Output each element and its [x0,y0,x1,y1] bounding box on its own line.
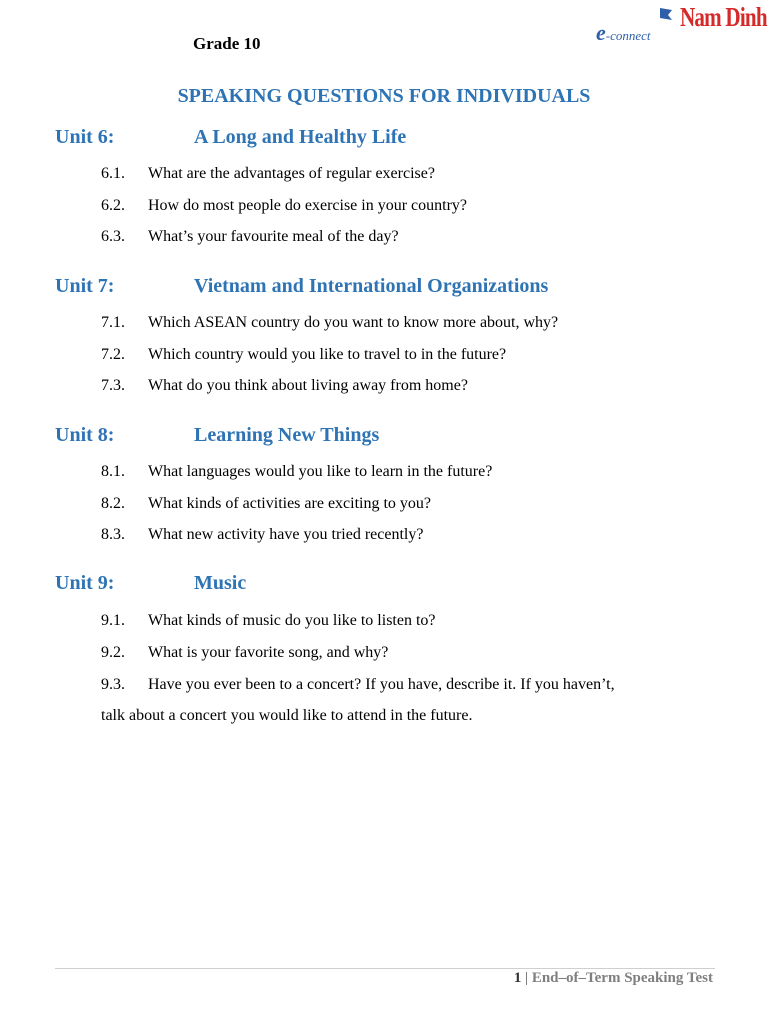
question-item [101,197,467,215]
question-number: 7.1. [101,314,125,331]
question-number: 9.2. [101,644,125,661]
page-title: SPEAKING QUESTIONS FOR INDIVIDUALS [177,85,591,107]
logo-brand-text: Nam Dinh [680,2,767,32]
unit-label: Unit 7: [55,275,115,297]
logo-econnect-text: e-connect [596,20,651,45]
unit-label: Unit 8: [55,424,115,446]
question-text-continuation: talk about a concert you would like to attend in the future. [101,707,473,724]
unit-name: A Long and Healthy Life [194,126,407,148]
question-text: How do most people do exercise in your country? [148,197,468,214]
unit-heading [55,126,407,149]
question-number: 6.3. [101,228,125,245]
question-text: What new activity have you tried recently? [148,526,424,543]
question-number: 9.1. [101,612,125,629]
question-text: Which ASEAN country do you want to know more about, why? [148,314,559,331]
question-item [101,165,435,183]
footer-divider [55,968,715,969]
footer-separator: | [525,970,529,986]
question-text: What’s your favourite meal of the day? [148,228,399,245]
question-item [101,612,436,630]
unit-heading [55,572,247,595]
question-item [101,463,492,481]
question-number: 8.2. [101,495,125,512]
question-text: What languages would you like to learn in the future? [148,463,493,480]
question-text: What are the advantages of regular exercise? [148,165,435,182]
e-connect-nam-dinh-logo [596,2,767,48]
page-footer [514,970,713,987]
question-item [101,526,423,544]
question-item [101,314,558,332]
question-number: 6.1. [101,165,125,182]
unit-label: Unit 6: [55,126,115,148]
question-number: 7.2. [101,346,125,363]
unit-label: Unit 9: [55,572,115,594]
page-number: 1 [513,970,522,986]
question-text: What kinds of activities are exciting to you? [148,495,432,512]
question-number: 6.2. [101,197,125,214]
question-text: What kinds of music do you like to listen to? [148,612,436,629]
question-number: 9.3. [101,676,125,693]
question-item [101,644,388,662]
question-text: What is your favorite song, and why? [148,644,389,661]
question-item [101,377,468,395]
question-text: Which country would you like to travel to in the future? [148,346,507,363]
question-number: 7.3. [101,377,125,394]
unit-heading [55,275,549,298]
question-item [101,676,615,694]
flag-icon [658,6,674,22]
question-text: What do you think about living away from home? [148,377,468,394]
question-text: Have you ever been to a concert? If you have, describe it. If you haven’t, [148,676,615,693]
unit-heading [55,424,380,447]
question-number: 8.3. [101,526,125,543]
unit-name: Music [194,572,247,594]
question-item [101,495,431,513]
question-item [101,346,506,364]
grade-label: Grade 10 [193,34,261,53]
unit-name: Vietnam and International Organizations [194,275,549,297]
unit-name: Learning New Things [194,424,380,446]
question-number: 8.1. [101,463,125,480]
question-item [101,228,399,246]
footer-title: End–of–Term Speaking Test [531,970,713,986]
